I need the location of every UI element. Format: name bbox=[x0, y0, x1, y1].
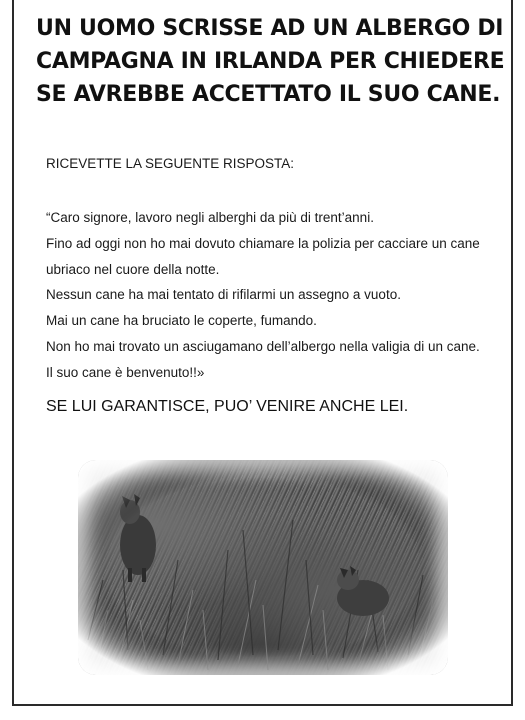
closing-text: SE LUI GARANTISCE, PUO’ VENIRE ANCHE LEI. bbox=[46, 398, 409, 415]
photo-illustration bbox=[78, 460, 448, 675]
headline bbox=[36, 12, 505, 111]
intro-text: RICEVETTE LA SEGUENTE RISPOSTA: bbox=[46, 156, 295, 171]
letter-line-7: Il suo cane è benvenuto!!» bbox=[46, 364, 205, 380]
headline-line-3: SE AVREBBE ACCETTATO IL SUO CANE. bbox=[36, 82, 501, 107]
frame-right-border bbox=[511, 0, 513, 706]
letter-line-4: Nessun cane ha mai tentato di rifilarmi un assegno a vuoto. bbox=[46, 287, 401, 303]
letter-line-6: Non ho mai trovato un asciugamano dell’albergo nella valigia di un cane. bbox=[46, 338, 480, 354]
frame-bottom-border bbox=[12, 704, 513, 706]
letter-line-1: “Caro signore, lavoro negli alberghi da più di trent’anni. bbox=[46, 210, 374, 225]
headline-line-1: UN UOMO SCRISSE AD UN ALBERGO DI bbox=[36, 16, 504, 41]
letter-line-3: ubriaco nel cuore della notte. bbox=[46, 261, 220, 277]
headline-line-2: CAMPAGNA IN IRLANDA PER CHIEDERE bbox=[36, 49, 505, 74]
dogs-in-grass-photo bbox=[78, 460, 448, 675]
letter-line-2: Fino ad oggi non ho mai dovuto chiamare la polizia per cacciare un cane bbox=[46, 235, 480, 251]
letter-body bbox=[46, 205, 496, 386]
letter-line-5: Mai un cane ha bruciato le coperte, fumando. bbox=[46, 313, 317, 329]
frame-left-border bbox=[12, 0, 14, 706]
